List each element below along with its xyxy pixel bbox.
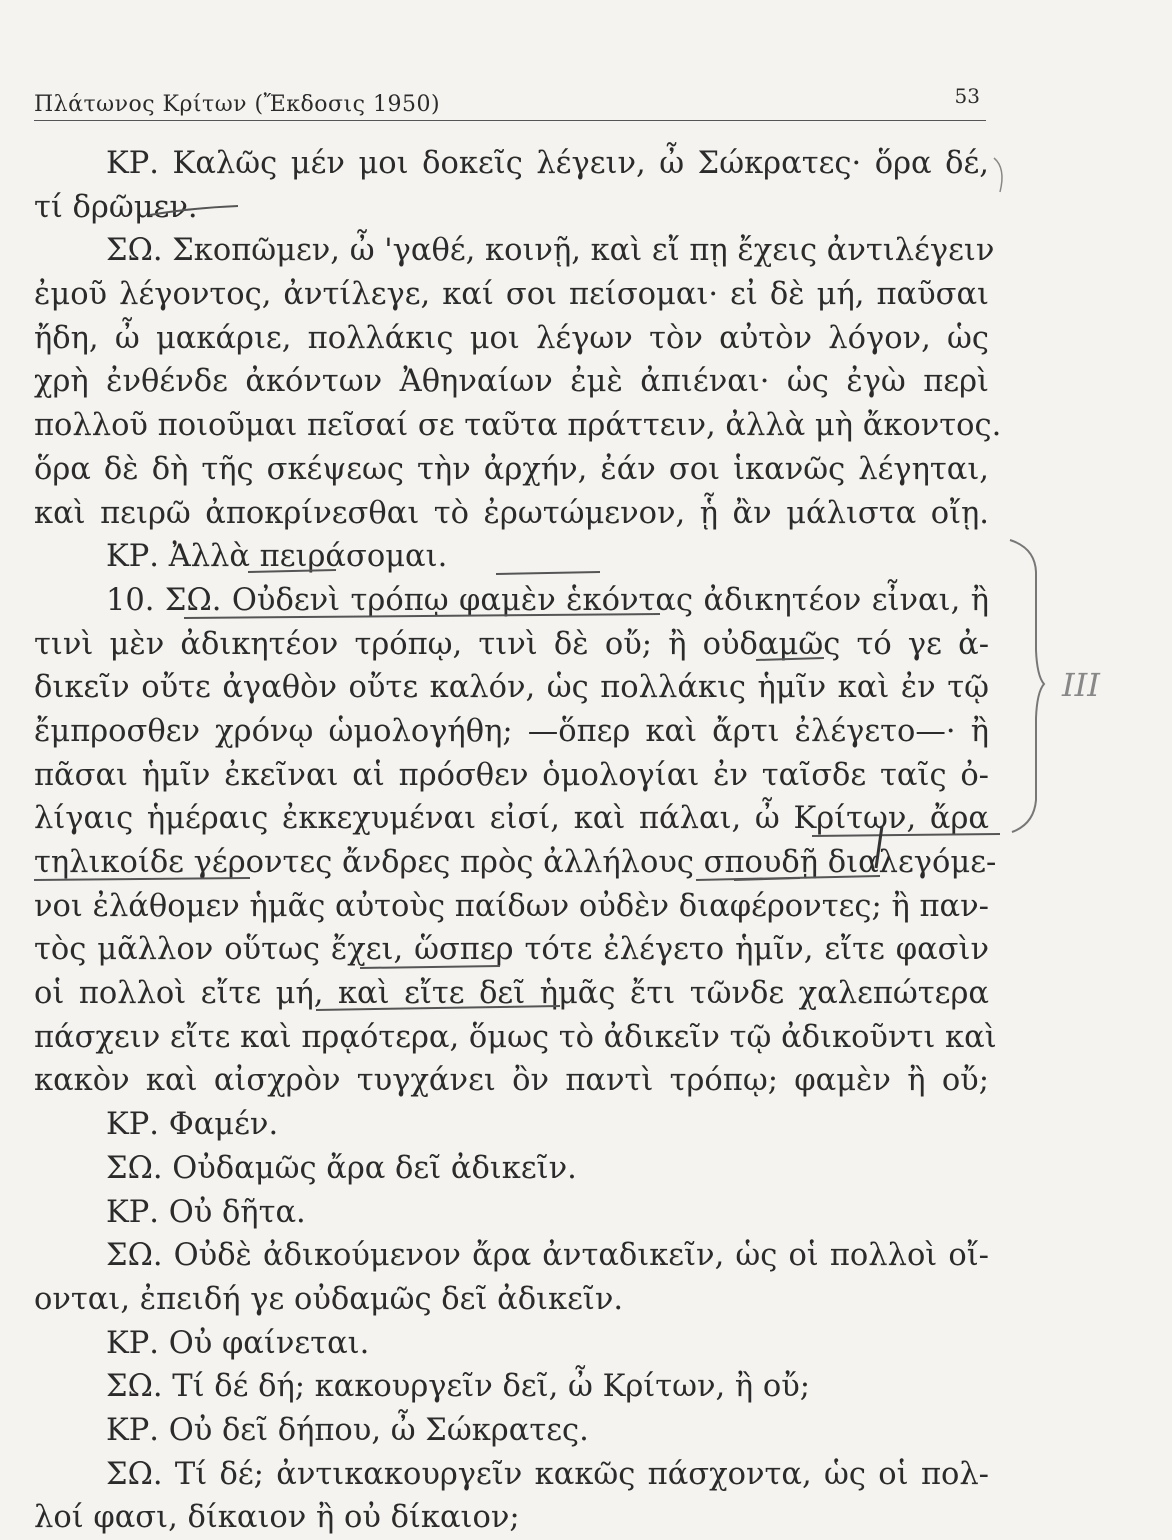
text-line: ΚΡ. Οὐ δῆτα. bbox=[106, 1194, 306, 1230]
text-line: ἔμπροσθεν χρόνῳ ὡμολογήθη; —ὅπερ καὶ ἄρτι ἐλέγετο—· ἢ bbox=[34, 713, 989, 749]
text-line: ἤδη, ὦ μακάριε, πολλάκις μοι λέγων τὸν αὐτὸν λόγον, ὡς bbox=[34, 320, 989, 356]
text-line: ΚΡ. Οὐ φαίνεται. bbox=[106, 1325, 370, 1361]
text-line: τινὶ μὲν ἀδικητέον τρόπῳ, τινὶ δὲ οὔ; ἢ οὐδαμῶς τό γε ἀ- bbox=[34, 626, 989, 662]
text-line: πολλοῦ ποιοῦμαι πεῖσαί σε ταῦτα πράττειν, ἀλλὰ μὴ ἄκοντος. bbox=[34, 408, 1002, 444]
text-line: ΚΡ. Φαμέν. bbox=[106, 1107, 279, 1143]
text-line: ΣΩ. Τί δέ δή; κακουργεῖν δεῖ, ὦ Κρίτων, ἢ οὔ; bbox=[106, 1369, 811, 1405]
text-line: πᾶσαι ἡμῖν ἐκεῖναι αἱ πρόσθεν ὁμολογίαι ἐν ταῖσδε ταῖς ὀ- bbox=[34, 757, 989, 793]
header-title: Πλάτωνος Κρίτων (Ἔκδοσις 1950) bbox=[34, 92, 441, 117]
page-number: 53 bbox=[954, 84, 980, 108]
text-line: 10. ΣΩ. Οὐδενὶ τρόπῳ φαμὲν ἑκόντας ἀδικητέον εἶναι, ἢ bbox=[106, 582, 989, 618]
text-line: λίγαις ἡμέραις ἐκκεχυμέναι εἰσί, καὶ πάλαι, ὦ Κρίτων, ἄρα bbox=[34, 801, 989, 837]
text-line: ὅρα δὲ δὴ τῆς σκέψεως τὴν ἀρχήν, ἐάν σοι ἱκανῶς λέγηται, bbox=[34, 451, 989, 487]
text-line: δικεῖν οὔτε ἀγαθὸν οὔτε καλόν, ὡς πολλάκις ἡμῖν καὶ ἐν τῷ bbox=[34, 670, 989, 706]
text-line: κακὸν καὶ αἰσχρὸν τυγχάνει ὂν παντὶ τρόπῳ; φαμὲν ἢ οὔ; bbox=[34, 1063, 989, 1099]
text-line: τί δρῶμεν. bbox=[34, 189, 198, 225]
margin-note: III bbox=[1062, 666, 1100, 704]
text-line: ΣΩ. Οὐδὲ ἀδικούμενον ἄρα ἀνταδικεῖν, ὡς οἱ πολλοὶ οἴ- bbox=[106, 1238, 989, 1274]
greek-text-body bbox=[34, 142, 1002, 1540]
text-line: οἱ πολλοὶ εἴτε μή, καὶ εἴτε δεῖ ἡμᾶς ἔτι τῶνδε χαλεπώτερα bbox=[34, 976, 989, 1012]
text-line: πάσχειν εἴτε καὶ πρᾳότερα, ὅμως τὸ ἀδικεῖν τῷ ἀδικοῦντι καὶ bbox=[34, 1019, 997, 1055]
text-line: τὸς μᾶλλον οὕτως ἔχει, ὥσπερ τότε ἐλέγετο ἡμῖν, εἴτε φασὶν bbox=[34, 932, 989, 968]
text-line: ΚΡ. Ἀλλὰ πειράσομαι. bbox=[106, 539, 448, 575]
margin-brace bbox=[1010, 540, 1044, 832]
margin-brace-top bbox=[994, 158, 1002, 192]
text-line: τηλικοίδε γέροντες ἄνδρες πρὸς ἀλλήλους σπουδῇ διαλεγόμε- bbox=[34, 845, 997, 880]
text-line: νοι ἐλάθομεν ἡμᾶς αὐτοὺς παίδων οὐδὲν διαφέροντες; ἢ παν- bbox=[34, 888, 989, 924]
header-rule bbox=[34, 120, 986, 121]
text-line: ἐμοῦ λέγοντος, ἀντίλεγε, καί σοι πείσομαι· εἰ δὲ μή, παῦσαι bbox=[34, 277, 989, 313]
text-line: ΚΡ. Καλῶς μέν μοι δοκεῖς λέγειν, ὦ Σώκρατες· ὅρα δέ, bbox=[106, 146, 989, 181]
text-line: ΣΩ. Σκοπῶμεν, ὦ 'γαθέ, κοινῇ, καὶ εἴ πῃ ἔχεις ἀντιλέγειν bbox=[106, 233, 995, 269]
text-line: ΣΩ. Οὐδαμῶς ἄρα δεῖ ἀδικεῖν. bbox=[106, 1150, 577, 1186]
text-line: καὶ πειρῶ ἀποκρίνεσθαι τὸ ἐρωτώμενον, ᾗ ἂν μάλιστα οἴῃ. bbox=[34, 495, 989, 531]
running-header bbox=[34, 84, 984, 120]
text-line: λοί φασι, δίκαιον ἢ οὐ δίκαιον; bbox=[34, 1500, 520, 1536]
text-line: ΚΡ. Οὐ δεῖ δήπου, ὦ Σώκρατες. bbox=[106, 1412, 589, 1448]
text-line: ΣΩ. Τί δέ; ἀντικακουργεῖν κακῶς πάσχοντα, ὡς οἱ πολ- bbox=[106, 1456, 989, 1492]
text-line: ονται, ἐπειδή γε οὐδαμῶς δεῖ ἀδικεῖν. bbox=[34, 1281, 624, 1317]
text-line: χρὴ ἐνθένδε ἀκόντων Ἀθηναίων ἐμὲ ἀπιέναι· ὡς ἐγὼ περὶ bbox=[34, 364, 989, 400]
